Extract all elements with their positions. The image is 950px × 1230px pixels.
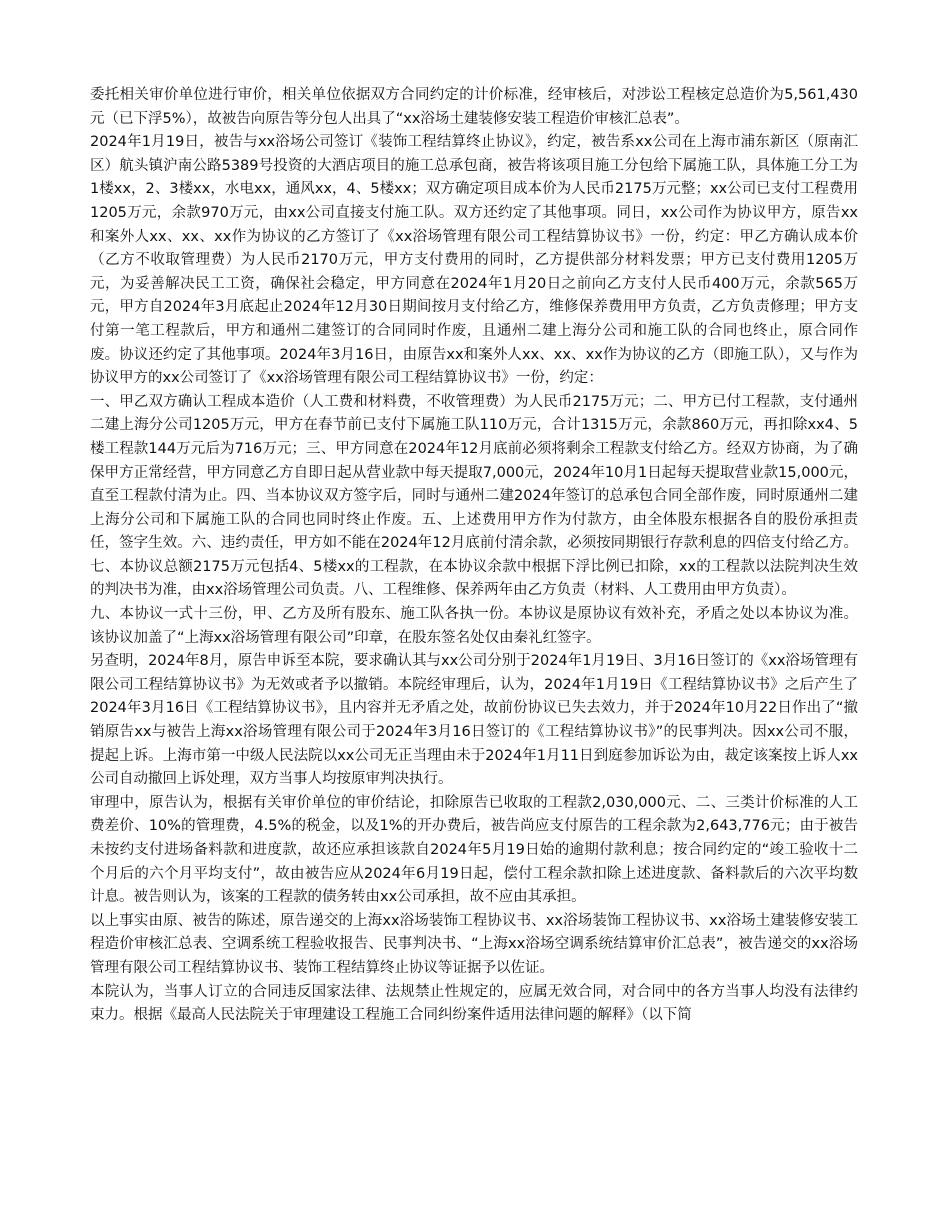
paragraph-termination-agreement: 2024年1月19日，被告与xx浴场公司签订《装饰工程结算终止协议》，约定，被告系xx公司在上海市浦东新区（原南汇区）航头镇沪南公路5389号投资的大酒店项目的施工总承包商，被告将该项目施工分包给下属施工队，具体施工分工为1楼xx，2、3楼xx，水电xx，通风xx，4、5楼xx；双方确定项目成本价为人民币2175万元整；xx公司已支付工程费用1205万元，余款970万元，由xx公司直接支付施工队。双方还约定了其他事项。同日，xx公司作为协议甲方，原告xx和案外人xx、xx、xx作为协议的乙方签订了《xx浴场管理有限公司工程结算协议书》一份，约定：甲乙方确认成本价（乙方不收取管理费）为人民币2170万元，甲方支付费用的同时，乙方提供部分材料发票；甲方已支付费用1205万元，为妥善解决民工工资，确保社会稳定，甲方同意在2024年1月20日之前向乙方支付人民币400万元，余款565万元，甲方自2024年3月底起止2024年12月30日期间按月支付给乙方，维修保养费用甲方负责，乙方负责修理；甲方支付第一笔工程款后，甲方和通州二建签订的合同同时作废，且通州二建上海分公司和施工队的合同也终止，原合同作废。协议还约定了其他事项。2024年3月16日，由原告xx和案外人xx、xx、xx作为协议的乙方（即施工队），又与作为协议甲方的xx公司签订了《xx浴场管理有限公司工程结算协议书》一份，约定： [90,134,858,387]
paragraph-audit-result: 委托相关审价单位进行审价，相关单位依据双方合同约定的计价标准，经审核后，对涉讼工程核定总造价为5,561,430元（已下浮5%），故被告向原告等分包人出具了“xx浴场土建装修安装工程造价审核汇总表”。 [90,87,858,127]
paragraph-trial-claims: 审理中，原告认为，根据有关审价单位的审价结论，扣除原告已收取的工程款2,030,000元、二、三类计价标准的人工费差价、10%的管理费，4.5%的税金，以及1%的开办费后，被告尚应支付原告的工程余款为2,643,776元；由于被告未按约支付进场备料款和进度款，故还应承担该款自2024年5月19日始的逾期付款利息；按合同约定的“竣工验收十二个月后的六个月平均支付”，故由被告应从2024年6月19日起，偿付工程余款扣除上述进度款、备料款后的六次平均数计息。被告则认为，该案的工程款的债务转由xx公司承担，故不应由其承担。 [90,794,858,906]
paragraph-evidence: 以上事实由原、被告的陈述，原告递交的上海xx浴场装饰工程协议书、xx浴场装饰工程协议书、xx浴场土建装修安装工程造价审核汇总表、空调系统工程验收报告、民事判决书、“上海xx浴场空调系统结算审价汇总表”，被告递交的xx浴场管理有限公司工程结算协议书、装饰工程结算终止协议等证据予以佐证。 [90,912,858,976]
paragraph-court-opinion: 本院认为，当事人订立的合同违反国家法律、法规禁止性规定的，应属无效合同，对合同中的各方当事人均没有法律约束力。根据《最高人民法院关于审理建设工程施工合同纠纷案件适用法律问题的解释》（以下简 [90,983,858,1024]
paragraph-agreement-copies: 九、本协议一式十三份，甲、乙方及所有股东、施工队各执一份。本协议是原协议有效补充，矛盾之处以本协议为准。该协议加盖了“上海xx浴场管理有限公司”印章，在股东签名处仅由秦礼红签字。 [90,606,858,646]
paragraph-agreement-terms: 一、甲乙双方确认工程成本造价（人工费和材料费，不收管理费）为人民币2175万元；二、甲方已付工程款，支付通州二建上海分公司1205万元，甲方在春节前已支付下属施工队110万元，合计1315万元，余款860万元，再扣除xx4、5楼工程款144万元后为716万元；三、甲方同意在2024年12月底前必须将剩余工程款支付给乙方。经双方协商，为了确保甲方正常经营，甲方同意乙方自即日起从营业款中每天提取7,000元，2024年10月1日起每天提取营业款15,000元，直至工程款付清为止。四、当本协议双方签字后，同时与通州二建2024年签订的总承包合同全部作废，同时原通州二建上海分公司和下属施工队的合同也同时终止作废。五、上述费用甲方作为付款方，由全体股东根据各自的股份承担责任，签字生效。六、违约责任，甲方如不能在2024年12月底前付清余款，必须按同期银行存款利息的四倍支付给乙方。七、本协议总额2175万元包括4、5楼xx的工程款，在本协议余款中根据下浮比例已扣除，xx的工程款以法院判决生效的判决书为准，由xx浴场管理公司负责。八、工程维修、保养两年由乙方负责（材料、人工费用由甲方负责）。 [90,393,858,599]
paragraph-further-findings: 另查明，2024年8月，原告申诉至本院，要求确认其与xx公司分别于2024年1月19日、3月16日签订的《xx浴场管理有限公司工程结算协议书》为无效或者予以撤销。本院经审理后，认为，2024年1月19日《工程结算协议书》之后产生了2024年3月16日《工程结算协议书》，且内容并无矛盾之处，故前份协议已失去效力，并于2024年10月22日作出了“撤销原告xx与被告上海xx浴场管理有限公司于2024年3月16日签订的《工程结算协议书》”的民事判决。因xx公司不服，提起上诉。上海市第一中级人民法院以xx公司无正当理由未于2024年1月11日到庭参加诉讼为由，裁定该案按上诉人xx公司自动撤回上诉处理，双方当事人均按原审判决执行。 [90,653,858,788]
